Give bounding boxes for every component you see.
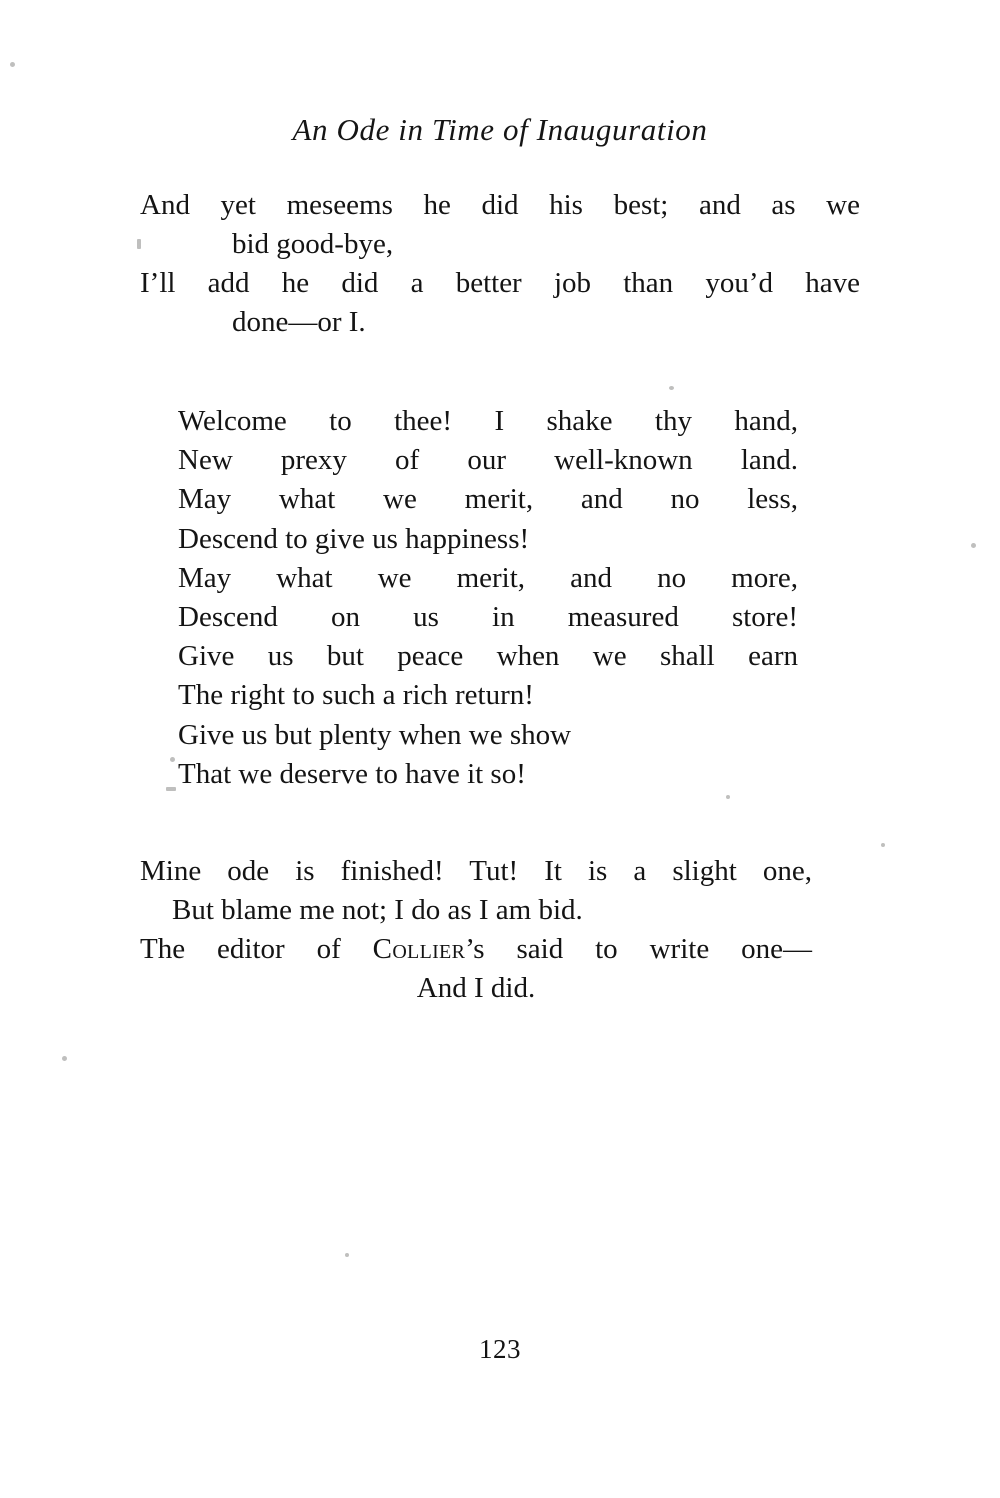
poem-line: May what we merit, and no less, [178, 483, 798, 516]
poem-stanza-1 [140, 186, 860, 342]
poem-line: New prexy of our well-known land. [178, 444, 798, 477]
scan-speck [10, 62, 15, 67]
poem-line: Mine ode is finished! Tut! It is a slight one, [140, 855, 812, 887]
poem-line: But blame me not; I do as I am bid. [172, 894, 583, 926]
poem-line: The editor of Collier’s said to write one— [140, 933, 812, 965]
poem-line: Welcome to thee! I shake thy hand, [178, 405, 798, 437]
poem-line: Descend on us in measured store! [178, 601, 798, 634]
poem-line: Give us but peace when we shall earn [178, 640, 798, 673]
poem-line: That we deserve to have it so! [178, 757, 526, 790]
poem-line: And I did. [416, 972, 536, 1004]
scan-speck [62, 1056, 67, 1061]
poem-line: bid good-bye, [232, 228, 394, 260]
page-title: An Ode in Time of Inauguration [292, 112, 708, 147]
poem-line: Descend to give us happiness! [178, 522, 530, 555]
poem-line: And yet meseems he did his best; and as we [140, 189, 860, 221]
poem-line: I’ll add he did a better job than you’d have [140, 267, 860, 299]
poem-line: Give us but plenty when we show [178, 718, 572, 751]
poem-stanza-3 [140, 852, 812, 1008]
scan-speck [345, 1253, 349, 1257]
scan-speck [669, 386, 674, 390]
scan-speck [170, 757, 175, 762]
poem-line: May what we merit, and no more, [178, 561, 798, 594]
scan-speck [166, 787, 176, 791]
poem-line: done—or I. [232, 306, 366, 338]
page-number: 123 [479, 1334, 521, 1364]
scan-speck [726, 795, 730, 799]
poem-line: The right to such a rich return! [178, 679, 534, 712]
scan-speck [881, 843, 885, 847]
scan-speck [971, 543, 976, 548]
poem-stanza-2 [178, 402, 798, 794]
small-caps-word: Collier [372, 933, 466, 965]
